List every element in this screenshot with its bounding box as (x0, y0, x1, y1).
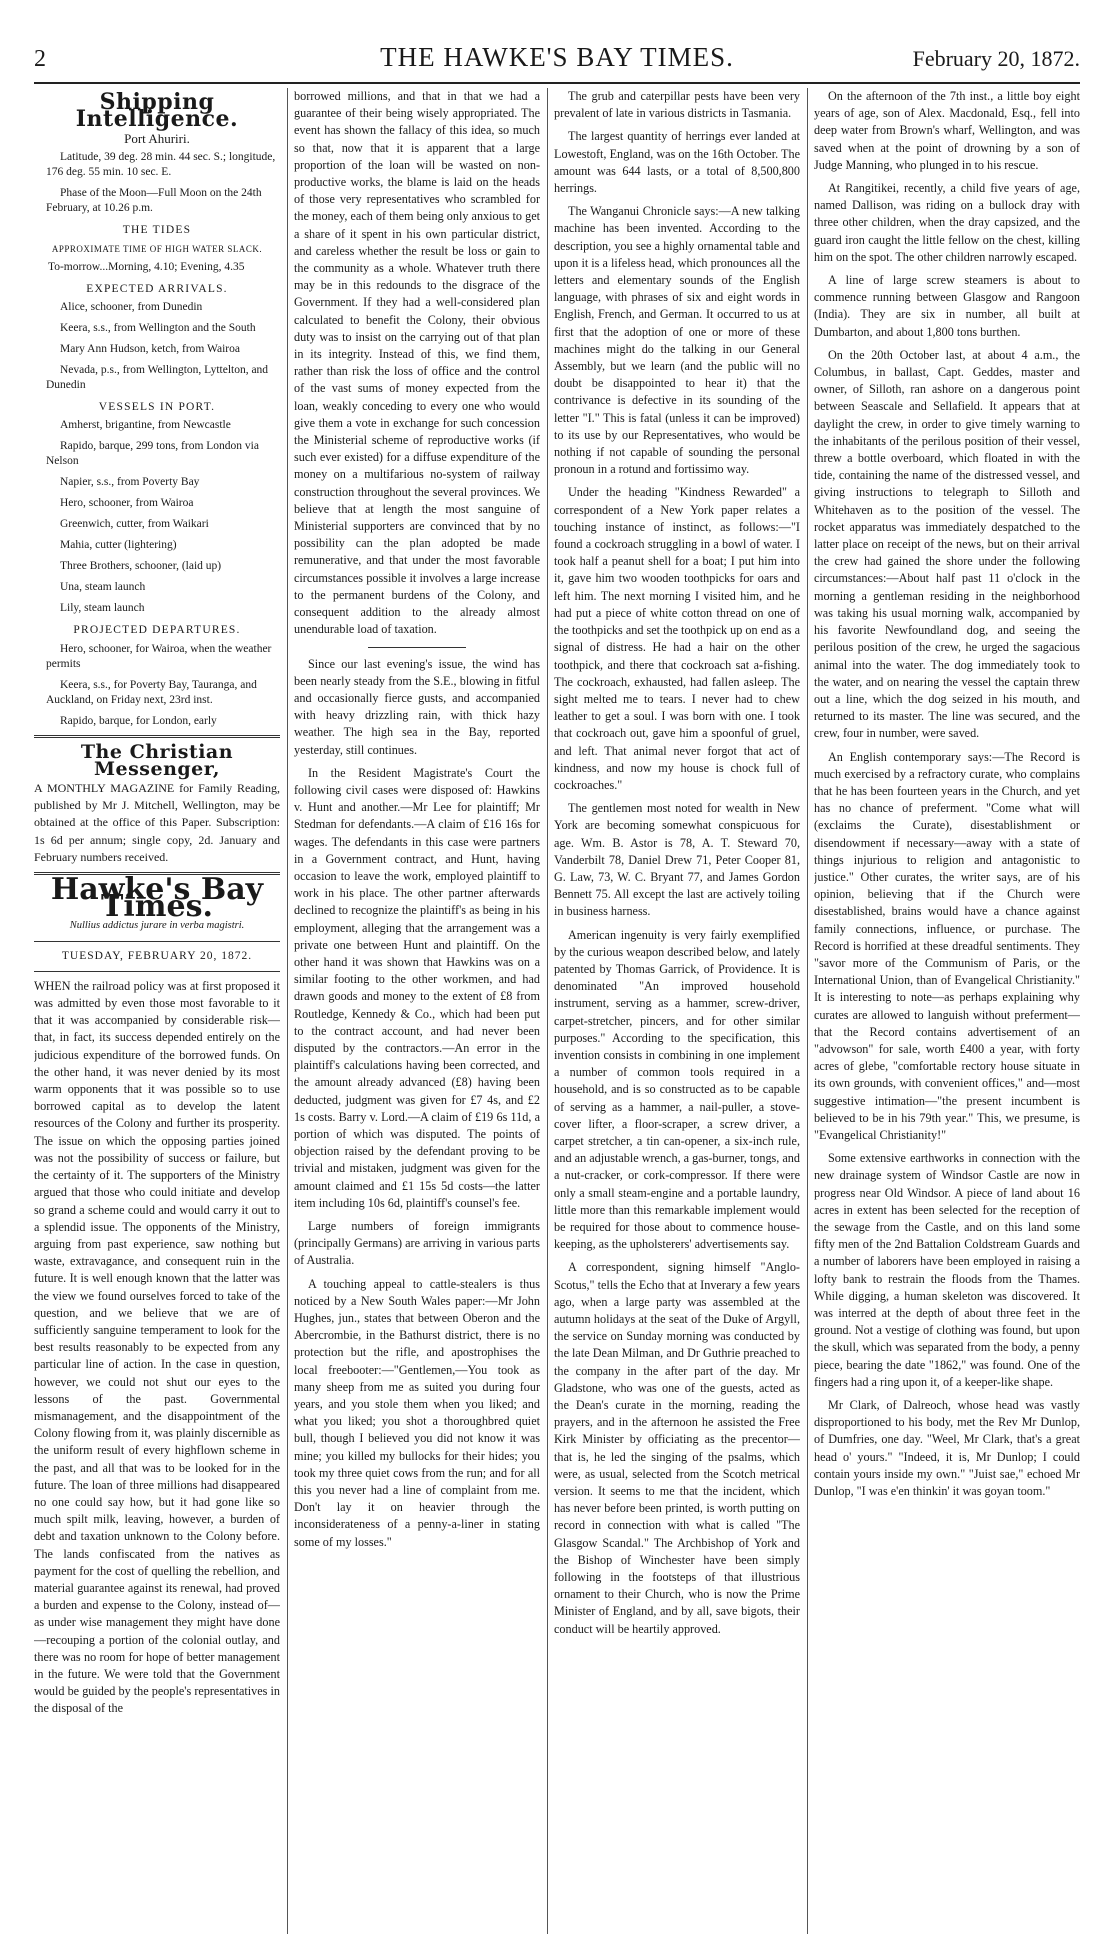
column-divider (547, 88, 548, 1934)
news-item: Mr Clark, of Dalreoch, whose head was vastly disproportioned to his body, met the Rev Mr Dunlop, of Dumfries, one day. "Weel, Mr Clark, that's a great head o' yours." "Indeed, it is, Mr Dunlop; I could contain yours inside my own." "Juist sae," echoed Mr Dunlop, "I was e'en thinkin' it was goyan toom." (814, 1398, 1080, 1499)
projected-heading: PROJECTED DEPARTURES. (73, 624, 241, 637)
editorial-motto: Nullius addictus jurare in verba magistri. (69, 920, 245, 932)
messenger-advert: A MONTHLY MAGAZINE for Family Reading, published by Mr J. Mitchell, Wellington, may be obtained at the office of this Paper. Subscription: 1s 6d per annum; single copy, 2d. January and February numbers received. (34, 781, 280, 864)
editorial-body: WHEN the railroad policy was at first proposed it was admitted by even those most favorable to it that it was accompanied by considerable risk—that, in fact, its success depended entirely on the judicious expenditure of the borrowed funds. On the other hand, it was never denied by its most warm opponents that it was possible so to use borrowed capital as to develop the latent resources of the Colony and further its prosperity. The issue on which the opposing parties joined was not the possibility of success or failure, but the certainty of it. The supporters of the Ministry argued that those who could initiate and develop so grand a scheme could and would carry it out to a splendid issue. The opponents of the Ministry, arguing from past experience, saw nothing but waste, extravagance, and consequent ruin in the future. It is well enough known that the latter was the view we found ourselves forced to take of the question, and we believe that we are of sufficiently sanguine temperament to look for the best results reasonably to be expected from any particular line of action. In the case in question, however, we could not shut our eyes to the lessons of the past. Governmental mismanagement, and the disappointment of the Colony flowing from it, was plainly discernible as the uniform result of every highflown scheme in the past, and all that was to be looked for in the future. The loan of three millions had disappeared no one could say how, but it had gone like so much spilt milk, leaving, however, a burden of debt and taxation unknown to the Colony before. The lands confiscated from the natives as payment for the cost of quelling the rebellion, and material guarantee against its renewal, had proved a burden and expense to the Colony, instead of—as under wise management they might have done—recouping a portion of the colonial outlay, and there was no room for hope of better management in the future. We were told that the Government would be guided by the people's representatives in the disposal of the (34, 978, 280, 1716)
tides-heading: THE TIDES (122, 223, 192, 236)
list-item: Una, steam launch (60, 581, 146, 594)
column-2 (294, 88, 540, 1934)
tides-subheading: APPROXIMATE TIME OF HIGH WATER SLACK. (51, 243, 263, 254)
list-item: Alice, schooner, from Dunedin (60, 301, 203, 314)
section-rule (34, 971, 280, 972)
section-rule (34, 941, 280, 942)
section-rule (34, 735, 280, 738)
list-item: Nevada, p.s., from Wellington, Lyttelton, and Dunedin (46, 364, 269, 392)
messenger-heading: The Christian Messenger, (80, 740, 234, 780)
moon-phase: Phase of the Moon—Full Moon on the 24th February, at 10.26 p.m. (46, 186, 262, 214)
list-item: Keera, s.s., for Poverty Bay, Tauranga, and Auckland, on Friday next, 23rd inst. (46, 678, 257, 706)
shipping-heading: Shipping Intelligence. (75, 89, 239, 133)
news-item: A line of large screw steamers is about to commence running between Glasgow and Rangoon (India). They are six in number, all built at Dumbarton, and about 1,800 tons burthen. (814, 273, 1080, 339)
list-item: Napier, s.s., from Poverty Bay (60, 476, 200, 489)
news-item: In the Resident Magistrate's Court the following civil cases were disposed of: Hawkins v. Hunt and another.—Mr Lee for plaintiff; Mr Stedman for defendants.—A claim of £16 16s for wages. The defendants in this case were partners in a Government contract, and Hunt, having occasion to leave the work, employed plaintiff to work in his place. The other partner afterwards declined to recognize the plaintiff's as being in his employment, alleging that the arrangement was a private one between Hunt and plaintiff. On the other hand it was shown that Hawkins was on a similar footing to the other workmen, and had drawn goods and money to the extent of £8 from Routledge, Kennedy & Co., which had been put to the contract account, and had never been disputed by the contractors.—An error in the plaintiff's calculations having been corrected, and the amount already advanced (£8) having been deducted, judgment was given for £7 4s, and £2 1s costs. Barry v. Lord.—A claim of £19 6s 11d, a portion of which was disputed. The points of objection raised by the defendant proving to be trivial and mistaken, judgment was given for the amount claimed and £1 15s 5d costs—the latter item including 10s 6d, plaintiff's counsel's fee. (294, 765, 540, 1210)
masthead (34, 42, 1080, 80)
list-item: Greenwich, cutter, from Waikari (60, 518, 209, 531)
news-item: American ingenuity is very fairly exemplified by the curious weapon described below, and lately patented by Thomas Garrick, of Providence. It is denominated "An improved household instrument, serving as a hammer, screw-driver, carpet-stretcher, pincers, and for other similar purposes." According to the specification, this invention consists in combining in one implement a number of common tools required in a household, and is so constructed as to be capable of serving as a hammer, a nail-puller, a stove-cover lifter, a floor-scraper, a screw driver, a carpet stretcher, a tin can-opener, a six-inch rule, and an adjustable wrench, a gas-burner, tongs, and a nut-cracker, or cork-compressor. If there were only a small steam-engine and a portable laundry, little more than this remarkable implement would be required for those about to commence house-keeping, as the upholsterers' advertisements say. (554, 927, 800, 1252)
list-item: Hero, schooner, from Wairoa (60, 497, 194, 510)
latitude-line: Latitude, 39 deg. 28 min. 44 sec. S.; longitude, 176 deg. 55 min. 10 sec. E. (46, 150, 276, 178)
editorial-title: Hawke's Bay Times. (50, 872, 264, 925)
section-rule (368, 647, 466, 648)
column-divider (287, 88, 288, 1934)
masthead-rule (34, 82, 1080, 84)
news-item: The grub and caterpillar pests have been very prevalent of late in various districts in Tasmania. (554, 89, 800, 121)
list-item: Keera, s.s., from Wellington and the South (60, 322, 256, 335)
news-item: On the 20th October last, at about 4 a.m., the Columbus, in ballast, Capt. Geddes, master and owner, of Silloth, ran ashore on a dangerous point between Seascale and Sellafield. It appears that at daylight the crew, in order to give timely warning to the inhabitants of the perilous position of their vessel, threw a bottle overboard, which floated in with the tide, containing the name of the distressed vessel, and giving instructions to telegraph to Silloth and Whitehaven as to the position of the vessel. The rocket apparatus was immediately despatched to the latter place on receipt of the news, but on their arrival the crew had gained the shore under the following circumstances:—About half past 11 o'clock in the morning a gentleman residing in the neighborhood was taking his usual morning walk, accompanied by his favorite Newfoundland dog, and seeing the perilous position of the crew, he urged the sagacious animal into the water. The dog immediately took to the water, and on nearing the vessel the captain threw out a line, which the dog seized in his mouth, and returned to its master. The line was secured, and the crew, four in number, were saved. (814, 347, 1080, 741)
expected-heading: EXPECTED ARRIVALS. (86, 283, 228, 296)
list-item: Lily, steam launch (60, 602, 145, 615)
inport-heading: VESSELS IN PORT. (98, 401, 216, 414)
column-divider (807, 88, 808, 1934)
news-item: Since our last evening's issue, the wind has been nearly steady from the S.E., blowing in fitful and occasionally fierce gusts, and accompanied with heavy drizzling rain, with thick hazy weather. The high sea in the Bay, reported yesterday, still continues. (294, 656, 540, 757)
list-item: Mahia, cutter (lightering) (60, 539, 177, 552)
editorial-continuation: borrowed millions, and that in that we had a guarantee of their being wisely appropriated. The event has shown the fallacy of this idea, so much so that, now that it is apparent that a large proportion of the loan will be wasted on non-productive works, the blame is laid on the heads of those very representatives who scrambled for the money, each of them being only anxious to get a share of it spent in his own particular district, and careless whether the result be loss or gain to the community as a whole. Whatever truth there may be in this redounds to the disgrace of the Government. If they had a well-considered plan calculated to benefit the Colony, their obvious duty was to insist on the carrying out of that plan in its integrity. Instead of this, we find them, rather than risk the loss of office and the control of the vast sums of money expected from the loan, weakly conceding to every one who would give them a vote in exchange for such concession the Ministerial scheme of reproductive works (if such ever existed) for a diffuse expenditure of the money on a multifarious no-system of railway construction throughout the several provinces. We believe that at length the most sanguine of Ministerial supporters are convinced that by no possibility can the plan adopted be made remunerative, and that under the most favorable circumstances possible it involves a large increase to the permanent burdens of the Colony, and consequent addition to the already almost unendurable load of taxation. (294, 89, 540, 637)
list-item: Amherst, brigantine, from Newcastle (60, 419, 231, 432)
news-item: The Wanganui Chronicle says:—A new talking machine has been invented. According to the description, you see a highly ornamental table and upon it is a lifeless head, which pronounces all the letters and elementary sounds of the English language, with phrases of six and eight words in English, French, and German. It occurred to us at first that the adoption of one or more of these machines might do the talking in our General Assembly, but we learn (and the public will no doubt be disappointed to hear it) that the contrivance is defective in its sounding of the letter "I." This is fatal (unless it can be improved) to its use by our Representatives, who would be nothing if not capable of sounding the personal pronoun in a rotund and fortissimo way. (554, 204, 800, 477)
tides-times: To-morrow...Morning, 4.10; Evening, 4.35 (48, 261, 245, 274)
editorial-dateline: TUESDAY, FEBRUARY 20, 1872. (61, 949, 253, 962)
news-item: Large numbers of foreign immigrants (principally Germans) are arriving in various parts of Australia. (294, 1219, 540, 1268)
news-item: Under the heading "Kindness Rewarded" a correspondent of a New York paper relates a touching instance of instinct, as follows:—"I found a cockroach struggling in a bowl of water. I took half a peanut shell for a boat; I put him into it, gave him two wooden toothpicks for oars and left him. The next morning I visited him, and he had put a piece of white cotton thread on one of the toothpicks and set the toothpick up on end as a signal of distress. He had a hair on the other toothpick, and there that cockroach sat a-fishing. The cockroach, exhausted, had fallen asleep. The sight melted me to tears. I never had to chew leather to get a soul. I was born with one. I took that cockroach out, gave him a spoonful of gruel, and left. That animal never forgot that act of kindness, and now my house is chock full of cockroaches." (554, 485, 800, 792)
port-name: Port Ahuriri. (124, 131, 190, 147)
news-item: A touching appeal to cattle-stealers is thus noticed by a New South Wales paper:—Mr John Hughes, jun., states that between Oberon and the Abercrombie, in the Bathurst district, there is no protection but the rifle, and apostrophises the local freebooter:—"Gentlemen,—You took as many sheep from me as suited you during four years, and you stole them when you liked; and what you liked; you shot a thoroughbred quiet bull, though I believed you did not know it was mine; you killed my bullocks for their hides; you took my three quiet cows from the run; and for all this you never had a line of complaint from me. Don't lay it on heavier through the inconsiderateness of a penny-a-liner in stating some of my losses." (294, 1276, 540, 1549)
list-item: Three Brothers, schooner, (laid up) (60, 560, 222, 573)
column-4 (814, 88, 1080, 1934)
column-3 (554, 88, 800, 1934)
news-item: Some extensive earthworks in connection with the new drainage system of Windsor Castle are now in progress near Old Windsor. A piece of land about 16 acres in extent has been selected for the reception of the sewage from the Castle, and on this land some fifty men of the 2nd Battalion Coldstream Guards and a number of laborers have been employed in raising a lofty bank to restrain the floods from the Thames. While digging, a human skeleton was discovered. It was interred at the depth of about three feet in the ground. Not a vestige of clothing was found, but upon the skull, which was separated from the body, a penny piece, bearing the date "1862," was found. One of the fingers had a ring upon it, of a keeper-like shape. (814, 1151, 1080, 1389)
page-number: 2 (34, 46, 46, 72)
news-item: The gentlemen most noted for wealth in New York are becoming somewhat conspicuous for age. Wm. B. Astor is 78, A. T. Steward 70, Vanderbilt 78, Daniel Drew 71, Peter Cooper 81, G. Law, 73, W. C. Bryant 77, and James Gordon Bennett 75. All except the last are actively toiling in business harness. (554, 801, 800, 919)
newspaper-title: THE HAWKE'S BAY TIMES. (380, 42, 734, 72)
list-item: Rapido, barque, 299 tons, from London via Nelson (46, 440, 259, 468)
list-item: Mary Ann Hudson, ketch, from Wairoa (60, 343, 240, 356)
list-item: Rapido, barque, for London, early (60, 714, 217, 727)
column-1 (34, 88, 280, 1934)
news-item: At Rangitikei, recently, a child five years of age, named Dallison, was riding on a bullock dray with three other children, when the dray capsized, and the guard iron caught the little fellow on the chest, killing him on the spot. The other children narrowly escaped. (814, 181, 1080, 264)
news-item: A correspondent, signing himself "Anglo-Scotus," tells the Echo that at Inverary a few years ago, when a large party was assembled at the autumn holidays at the seat of the Duke of Argyll, the service on Sunday morning was conducted by the late Dean Milman, and Dr Guthrie preached to the company in the after part of the day. Mr Gladstone, who was one of the guests, acted as the Dean's curate in the morning, reading the prayers, and in the afternoon he assisted the Free Kirk Minister by officiating as the precentor—that is, he led the singing of the psalms, which were, as usual, selected from the Scotch metrical version. It seems to me that the incident, which has never before been printed, is worth putting on record in connection with what is called "The Glasgow Scandal." The Archbishop of York and the Bishop of Winchester have been simply following in the footsteps of that illustrious ornament to their Church, who is now the Prime Minister of England, and by all, save bigots, their conduct will be heartily approved. (554, 1260, 800, 1636)
issue-date: February 20, 1872. (912, 46, 1080, 71)
news-item: The largest quantity of herrings ever landed at Lowestoft, England, was on the 16th October. The amount was 644 lasts, or a total of 8,500,800 herrings. (554, 129, 800, 196)
news-item: On the afternoon of the 7th inst., a little boy eight years of age, son of Alex. Macdonald, Esq., fell into deep water from Brown's wharf, Wellington, and was saved when at the point of drowning by a son of Judge Manning, who plunged in to his rescue. (814, 89, 1080, 172)
news-item: An English contemporary says:—The Record is much exercised by a refractory curate, who complains that he has been fourteen years in the Church, and yet has no chance of preferment. "Come what will (exclaims the Curate), disestablishment or disendowment if necessary—away with a state of things injurious to religion and antagonistic to justice." Other curates, the writer says, are of his opinion, believing that if the Church were disestablished, brains would have a chance against family connections, influence, or purchase. The Record is horrified at these dreadful sentiments. They "savor more of the Communism of Paris, or the International Union, than of Evangelical Christianity." It is interesting to note—as perhaps explaining why curates are allowed to languish without preferment—that the Record contains advertisement of an "advowson" for sale, worth £400 a year, with forty acres of glebe, "comfortable rectory house situate in its own grounds, with convenient offices," and—most suggestive intimation—"the present incumbent is believed to be in his 79th year." This, we presume, is "Evangelical Christianity!" (814, 749, 1080, 1142)
list-item: Hero, schooner, for Wairoa, when the weather permits (46, 642, 272, 670)
